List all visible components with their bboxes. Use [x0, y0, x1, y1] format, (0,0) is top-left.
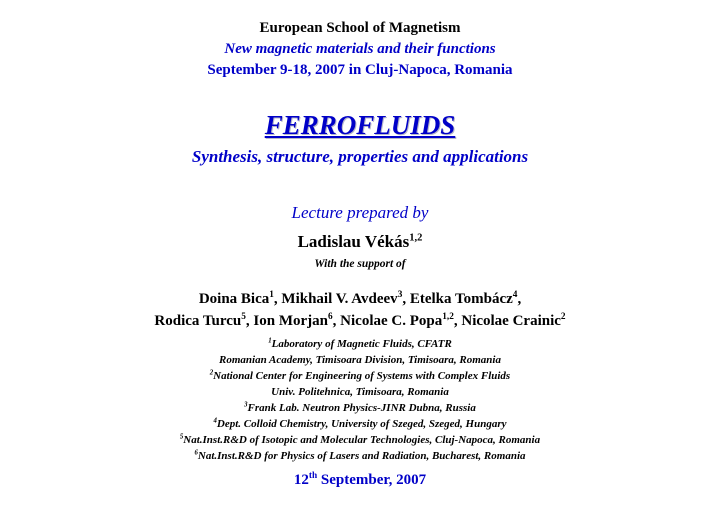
main-title: FERROFLUIDS — [264, 110, 456, 140]
affiliation-4 — [0, 418, 720, 430]
date-day: 12 — [293, 472, 309, 488]
coauthor-separator: , — [245, 313, 254, 329]
coauthor-sup: 1 — [269, 290, 274, 300]
school-name: European School of Magnetism — [259, 20, 461, 36]
affiliation-text: National Center for Engineering of Systems with Complex Fluids — [213, 370, 511, 382]
coauthor-name: Nicolae C. Popa — [340, 313, 443, 329]
affiliation-3 — [0, 402, 720, 414]
coauthor-name: Mikhail V. Avdeev — [281, 291, 398, 307]
author-name: Ladislau Vékás — [297, 232, 410, 251]
coauthor-sup: 5 — [241, 312, 246, 322]
coauthor-sup: 2 — [560, 312, 566, 322]
affiliation-sup: 4 — [213, 417, 217, 425]
coauthor-sup: 4 — [512, 290, 518, 300]
coauthor-name: Etelka Tombácz — [409, 291, 513, 307]
affiliation-text: Univ. Politehnica, Timisoara, Romania — [271, 386, 449, 398]
coauthor-name: Doina Bica — [198, 291, 270, 307]
coauthor-name: Nicolae Crainic — [461, 313, 561, 329]
lecture-date — [0, 472, 720, 489]
affiliation-sup: 2 — [209, 369, 214, 377]
affiliation-1-continued — [0, 354, 720, 366]
coauthor-separator: , — [332, 313, 341, 329]
subtitle: Synthesis, structure, properties and applications — [191, 147, 529, 166]
affiliation-2-continued — [0, 386, 720, 398]
coauthors-line-2 — [0, 313, 720, 330]
school-theme: New magnetic materials and their functions — [224, 41, 496, 57]
date-suffix: th — [308, 471, 318, 481]
affiliation-sup: 1 — [268, 337, 272, 345]
affiliation-text: Nat.Inst.R&D for Physics of Lasers and Radiation, Bucharest, Romania — [197, 450, 526, 462]
coauthor-name: Ion Morjan — [253, 313, 328, 329]
coauthor-separator: , — [273, 291, 282, 307]
coauthor-name: Rodica Turcu — [154, 313, 242, 329]
affiliation-5 — [0, 434, 720, 446]
date-rest: September, 2007 — [317, 472, 427, 488]
affiliation-text: Frank Lab. Neutron Physics-JINR Dubna, Russia — [247, 402, 476, 414]
affiliation-6 — [0, 450, 720, 462]
school-dates: September 9-18, 2007 in Cluj-Napoca, Romania — [207, 62, 513, 78]
affiliation-sup: 5 — [179, 433, 184, 441]
coauthor-sup: 1,2 — [442, 312, 454, 322]
coauthor-separator: , — [517, 291, 522, 307]
affiliation-text: Romanian Academy, Timisoara Division, Timisoara, Romania — [219, 354, 501, 366]
coauthor-sup: 6 — [328, 312, 333, 322]
affiliation-text: Laboratory of Magnetic Fluids, CFATR — [271, 338, 452, 350]
affiliation-text: Dept. Colloid Chemistry, University of Szeged, Szeged, Hungary — [216, 418, 507, 430]
coauthor-separator: , — [402, 291, 410, 307]
affiliation-2 — [0, 370, 720, 382]
coauthor-sup: 3 — [397, 290, 403, 300]
affiliation-text: Nat.Inst.R&D of Isotopic and Molecular Technologies, Cluj-Napoca, Romania — [183, 434, 541, 446]
affiliation-sup: 3 — [244, 401, 248, 409]
author-affiliation-sup: 1,2 — [409, 232, 423, 244]
coauthor-separator: , — [453, 313, 462, 329]
lecture-prepared-by: Lecture prepared by — [291, 203, 429, 222]
affiliation-1 — [0, 338, 720, 350]
affiliation-sup: 6 — [194, 449, 198, 457]
coauthors-line-1 — [0, 291, 720, 308]
author — [0, 232, 720, 252]
support-text: With the support of — [314, 258, 406, 270]
